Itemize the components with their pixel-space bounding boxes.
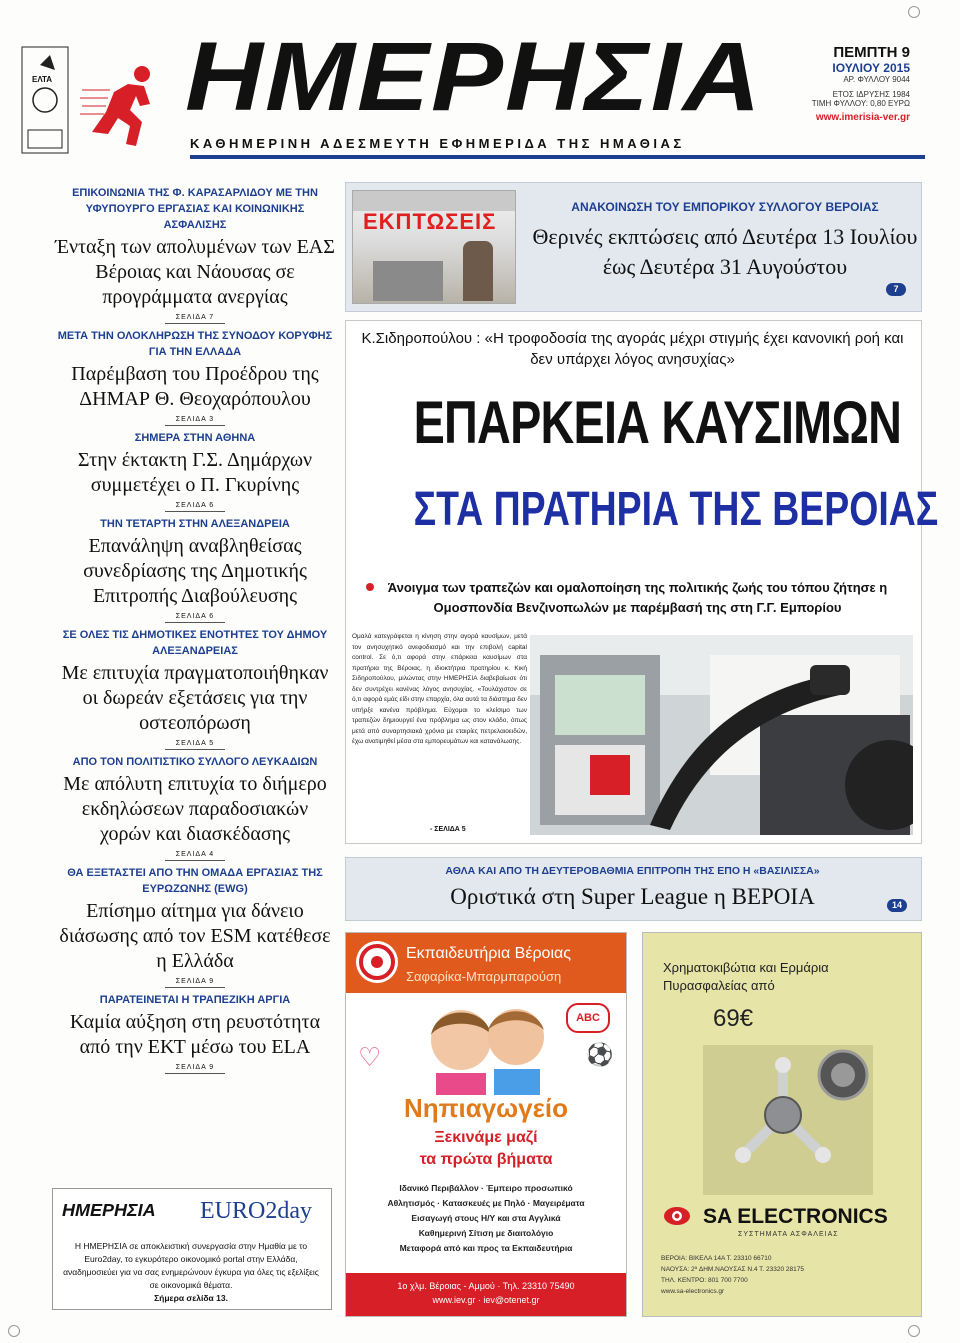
- children-illustration: [406, 995, 566, 1095]
- postage-stamp: [20, 45, 70, 155]
- feature-item: Μεταφορά από και προς τα Εκπαιδευτήρια: [399, 1243, 573, 1253]
- feature-item: Καθημερινή Σίτιση με διαιτολόγιο: [418, 1228, 554, 1238]
- promo-body: Η ΗΜΕΡΗΣΙΑ σε αποκλειστική συνεργασία στην Ημαθία με το Euro2day, το εγκυρότερο οικονομικό portal στην Ελλάδα, αναδημοσιεύει για να σας ενημερώνουν έγκυρα για όλες τις εξελίξεις σε οικονομικά θέματα.: [63, 1241, 319, 1290]
- story-headline: Με επιτυχία πραγματοποιήθηκαν οι δωρεάν εξετάσεις για την οστεοπόρωση: [61, 662, 329, 734]
- contact-line: ΒΕΡΟΙΑ: ΒΙΚΕΛΑ 14Α Τ. 23310 66710: [661, 1255, 772, 1262]
- brand-subtitle: ΣΥΣΤΗΜΑΤΑ ΑΣΦΑΛΕΙΑΣ: [738, 1231, 839, 1238]
- left-story[interactable]: [55, 627, 335, 750]
- school-subtitle: Σαφαρίκα-Μπαρμπαρούση: [406, 969, 562, 984]
- left-story[interactable]: [55, 754, 335, 861]
- features-list: [356, 1181, 616, 1256]
- masthead-tagline: ΚΑΘΗΜΕΡΙΝΗ ΑΔΕΣΜΕΥΤΗ ΕΦΗΜΕΡΙΔΑ ΤΗΣ ΗΜΑΘΙΑΣ: [190, 136, 685, 151]
- story-headline: Ένταξη των απολυμένων των ΕΑΣ Βέροιας και Νάουσας σε προγράμματα ανεργίας: [55, 236, 335, 308]
- issue-price: ΤΙΜΗ ΦΥΛΛΟΥ: 0,80 ΕΥΡΩ: [811, 99, 910, 108]
- school-advertisement[interactable]: [345, 932, 627, 1317]
- sale-sign: ΕΚΠΤΩΣΕΙΣ: [363, 209, 497, 234]
- sale-headline: Θερινές εκπτώσεις από Δευτέρα 13 Ιουλίου έως Δευτέρα 31 Αυγούστου: [532, 224, 918, 279]
- eye-logo-icon: [663, 1205, 691, 1227]
- story-headline: Επανάληψη αναβληθείσας συνεδρίασης της Δημοτικής Επιτροπής Διαβούλευσης: [83, 535, 307, 607]
- registration-mark: [908, 1325, 920, 1337]
- store-sale-photo: [352, 190, 516, 304]
- contact-line: ΝΑΟΥΣΑ: 2ª ΔΗΜ.ΝΑΟΥΣΑΣ Ν.4 Τ. 23320 28175: [661, 1266, 805, 1273]
- slogan-line-1: Ξεκινάμε μαζί: [434, 1129, 538, 1146]
- story-kicker: ΣΗΜΕΡΑ ΣΤΗΝ ΑΘΗΝΑ: [134, 432, 256, 444]
- school-address-phone: 1ο χλμ. Βέροιας - Αμμού · Τηλ. 23310 75490: [397, 1281, 575, 1291]
- story-kicker: ΠΑΡΑΤΕΙΝΕΤΑΙ Η ΤΡΑΠΕΖΙΚΗ ΑΡΓΙΑ: [99, 994, 291, 1006]
- story-page: ΣΕΛΙΔΑ 9: [165, 978, 225, 988]
- story-kicker: ΤΗΝ ΤΕΤΑΡΤΗ ΣΤΗΝ ΑΛΕΞΑΝΔΡΕΙΑ: [100, 518, 290, 530]
- abc-badge: [566, 1003, 610, 1033]
- heart-icon: ♡: [358, 1043, 382, 1073]
- safe-handle-icon: [703, 1045, 873, 1195]
- left-story[interactable]: [55, 328, 335, 426]
- registration-mark: [8, 1325, 20, 1337]
- story-headline: Με απόλυτη επιτυχία το διήμερο εκδηλώσεων παραδοσιακών χορών και διασκέδασης: [63, 773, 327, 845]
- sale-page-badge: 7: [886, 283, 906, 296]
- sports-page-badge: 14: [887, 899, 907, 912]
- promo-brand: ΗΜΕΡΗΣΙΑ: [62, 1200, 156, 1220]
- school-logo-icon: [356, 941, 398, 983]
- issue-day: ΠΕΜΠΤΗ 9: [833, 44, 910, 61]
- date-block: [780, 44, 910, 123]
- masthead-rule: [190, 155, 925, 159]
- story-headline: Επίσημο αίτημα για δάνειο διάσωσης από τον ESM κατέθεσε η Ελλάδα: [59, 900, 331, 972]
- story-page: ΣΕΛΙΔΑ 9: [165, 1064, 225, 1074]
- story-page: ΣΕΛΙΔΑ 3: [165, 416, 225, 426]
- story-kicker: ΑΠΟ ΤΟΝ ΠΟΛΙΤΙΣΤΙΚΟ ΣΥΛΛΟΓΟ ΛΕΥΚΑΔΙΩΝ: [72, 756, 318, 768]
- football-player-icon: ⚽: [586, 1043, 614, 1068]
- left-news-column: [55, 185, 335, 1078]
- story-kicker: ΣΕ ΟΛΕΣ ΤΙΣ ΔΗΜΟΤΙΚΕΣ ΕΝΟΤΗΤΕΣ ΤΟΥ ΔΗΜΟΥ ΑΛΕΞΑΝΔΡΕΙΑΣ: [62, 629, 328, 657]
- story-headline: Καμία αύξηση στη ρευστότητα από την ΕΚΤ μέσω του ELA: [69, 1011, 321, 1058]
- story-page: ΣΕΛΙΔΑ 6: [165, 613, 225, 623]
- abc-badge-label: ABC: [576, 1012, 600, 1024]
- masthead-title: ΗΜΕΡΗΣΙΑ: [185, 21, 763, 131]
- registration-mark: [908, 6, 920, 18]
- school-web-email[interactable]: www.iev.gr · iev@otenet.gr: [432, 1295, 540, 1305]
- school-name: Εκπαιδευτήρια Βέροιας: [406, 945, 571, 962]
- safes-headline: Χρηματοκιβώτια και Ερμάρια Πυρασφαλείας από: [663, 960, 829, 993]
- slogan-line-2: τα πρώτα βήματα: [419, 1151, 553, 1168]
- story-kicker: ΕΠΙΚΟΙΝΩΝΙΑ ΤΗΣ Φ. ΚΑΡΑΣΑΡΛΙΔΟΥ ΜΕ ΤΗΝ ΥΦΥΠΟΥΡΓΟ ΕΡΓΑΣΙΑΣ ΚΑΙ ΚΟΙΝΩΝΙΚΗΣ ΑΣΦΑΛΙΣΗΣ: [72, 187, 318, 231]
- school-contact: [356, 1279, 616, 1307]
- website-link[interactable]: www.imerisia-ver.gr: [815, 112, 910, 123]
- promo-text: [58, 1240, 324, 1305]
- story-headline: Στην έκτακτη Γ.Σ. Δημάρχων συμμετέχει ο Π. Γκυρίνης: [77, 449, 313, 496]
- founded-year: ΕΤΟΣ ΙΔΡΥΣΗΣ 1984: [832, 90, 910, 99]
- fuel-pump-photo: [530, 635, 913, 835]
- main-quote: Κ.Σιδηροπούλου : «Η τροφοδοσία της αγοράς μέχρι στιγμής έχει κανονική ροή και δεν υπάρχει λόγος ανησυχίας»: [361, 330, 904, 368]
- feature-item: Αθλητισμός · Κατασκευές με Πηλό · Μαγειρέματα: [387, 1198, 585, 1208]
- story-page: ΣΕΛΙΔΑ 4: [165, 851, 225, 861]
- kindergarten-title: Νηπιαγωγείο: [403, 1093, 569, 1123]
- main-headline: ΕΠΑΡΚΕΙΑ ΚΑΥΣΙΜΩΝ: [413, 389, 902, 456]
- main-subheadline: ΣΤΑ ΠΡΑΤΗΡΙΑ ΤΗΣ ΒΕΡΟΙΑΣ: [413, 483, 939, 536]
- issue-month: ΙΟΥΛΙΟΥ 2015: [832, 61, 910, 75]
- issue-number: ΑΡ. ΦΥΛΛΟΥ 9044: [843, 75, 910, 84]
- contact-line: ΤΗΛ. ΚΕΝΤΡΟ: 801 700 7700: [661, 1277, 748, 1284]
- story-kicker: ΜΕΤΑ ΤΗΝ ΟΛΟΚΛΗΡΩΣΗ ΤΗΣ ΣΥΝΟΔΟΥ ΚΟΡΥΦΗΣ ΓΙΑ ΤΗΝ ΕΛΛΑΔΑ: [57, 330, 333, 358]
- runner-logo-icon: [80, 60, 170, 150]
- story-page: ΣΕΛΙΔΑ 6: [165, 502, 225, 512]
- store-contacts: [661, 1253, 911, 1297]
- euro2day-logo: EURO2day: [200, 1198, 312, 1224]
- sports-headline: Οριστικά στη Super League η ΒΕΡΟΙΑ: [450, 884, 815, 909]
- left-story[interactable]: [55, 865, 335, 988]
- safes-advertisement[interactable]: [642, 932, 922, 1317]
- left-story[interactable]: [55, 185, 335, 324]
- elta-label: ΕΛΤΑ: [32, 75, 53, 84]
- story-kicker: ΘΑ ΕΞΕΤΑΣΤΕΙ ΑΠΟ ΤΗΝ ΟΜΑΔΑ ΕΡΓΑΣΙΑΣ ΤΗΣ ΕΥΡΩΖΩΝΗΣ (EWG): [67, 867, 323, 895]
- safes-price: 69€: [713, 1005, 754, 1032]
- promo-page: Σήμερα σελίδα 13.: [154, 1293, 228, 1303]
- main-body-text: Ομαλά κατεγράφεται η κίνηση στην αγορά καυσίμων, μετά τον ανησυχητικό ανεφοδιασμό και την επιβολή capital control. Σε ό,τι αφορά στην επάρκεια καυσίμων στα πρατήρια της Βέροιας, η ιδιοκτήτρια πρατηρίου κ. Κική Σιδηροπούλου, μιλώντας στην ΗΜΕΡΗΣΙΑ διαβεβαίωσε ότι δεν συντρέχει κανένας λόγος ανησυχίας. «Τουλάχιστον σε ό,τι αφορά εμάς είδι στην επαρχία, όλα αυτά τα διάστημα δεν υπήρξε κανένα πρόβλημα. Εύχομαι το κλείσιμο των τραπεζών δημιουργεί ένα πρόβλημα ως στον κλάδο, όπως μετά από συναρτησιακά χρόνια με εταιρίες πετρελαιοειδών, έχω ανατιμηθεί μέσα στα εμπορευμάτων και κατανάλωσης.: [352, 633, 527, 745]
- left-story[interactable]: [55, 992, 335, 1074]
- feature-item: Εισαγωγή στους Η/Υ και στα Αγγλικά: [411, 1213, 561, 1223]
- story-page: ΣΕΛΙΔΑ 5: [165, 740, 225, 750]
- contact-line[interactable]: www.sa-electronics.gr: [661, 1288, 725, 1295]
- main-page-ref: - ΣΕΛΙΔΑ 5: [430, 826, 466, 833]
- sale-kicker: ΑΝΑΚΟΙΝΩΣΗ ΤΟΥ ΕΜΠΟΡΙΚΟΥ ΣΥΛΛΟΓΟΥ ΒΕΡΟΙΑΣ: [571, 200, 879, 214]
- left-story[interactable]: [55, 516, 335, 623]
- story-page: ΣΕΛΙΔΑ 7: [165, 314, 225, 324]
- sports-kicker: ΑΘΛΑ ΚΑΙ ΑΠΟ ΤΗ ΔΕΥΤΕΡΟΒΑΘΜΙΑ ΕΠΙΤΡΟΠΗ ΤΗΣ ΕΠΟ Η «ΒΑΣΙΛΙΣΣΑ»: [445, 865, 820, 877]
- story-headline: Παρέμβαση του Προέδρου της ΔΗΜΑΡ Θ. Θεοχαρόπουλου: [71, 363, 319, 410]
- main-deck: Άνοιγμα των τραπεζών και ομαλοποίηση της πολιτικής ζωής του τόπου ζήτησε η Ομοσπονδία Βενζινοπωλών με παρέμβασή της στη Γ.Γ. Εμπορίου: [387, 580, 888, 615]
- brand-name: SA ELECTRONICS: [703, 1205, 888, 1228]
- feature-item: Ιδανικό Περιβάλλον · Έμπειρο προσωπικό: [399, 1183, 573, 1193]
- left-story[interactable]: [55, 430, 335, 512]
